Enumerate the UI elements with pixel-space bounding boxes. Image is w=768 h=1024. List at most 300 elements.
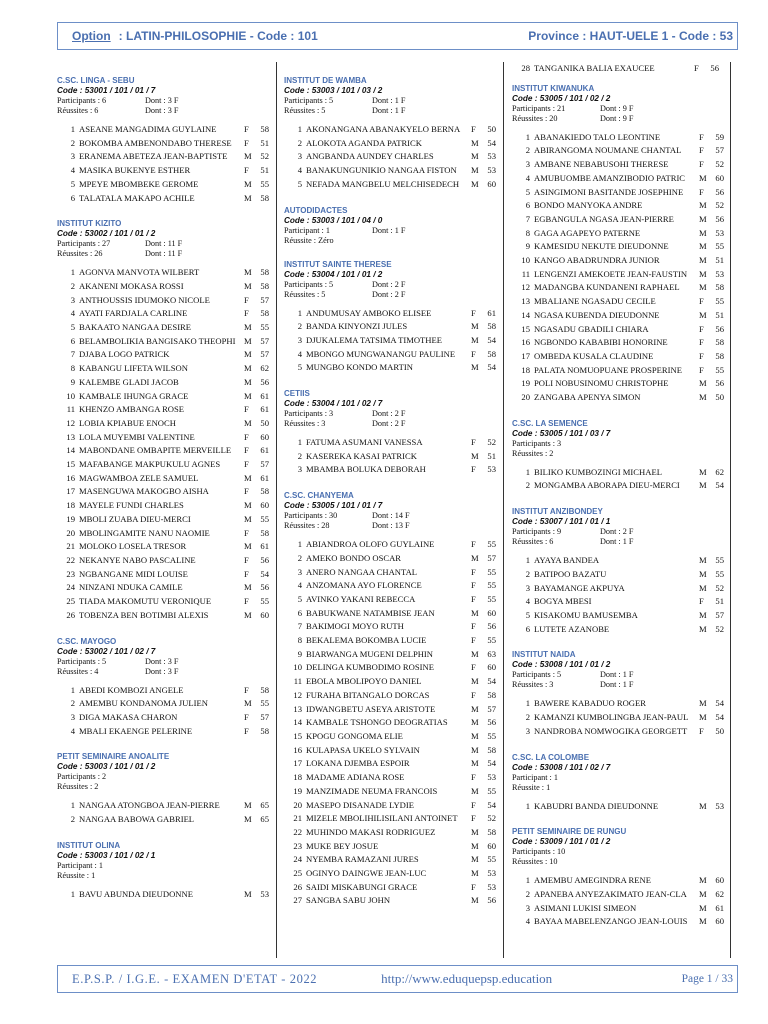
student-name: ALOKOTA AGANDA PATRICK	[306, 137, 422, 148]
student-row	[512, 144, 724, 158]
student-sex: F	[699, 159, 704, 170]
student-row	[512, 364, 724, 378]
school-code: Code : 53003 / 101 / 03 / 2	[284, 86, 383, 95]
student-name: NANDROBA NOMWOGIKA GEORGETT	[534, 725, 688, 736]
student-row	[512, 466, 724, 480]
student-score: 57	[260, 349, 269, 360]
student-number: 13	[66, 431, 75, 442]
student-number: 4	[70, 308, 75, 319]
student-name: PALATA NOMUOPUANE PROSPERINE	[534, 364, 682, 375]
student-name: NEFADA MANGBELU MELCHISEDECH	[306, 178, 460, 189]
student-number: 1	[297, 307, 302, 318]
student-row	[284, 730, 497, 744]
participants-count: Participants : 3	[284, 409, 334, 419]
student-name: KAMANZI KUMBOLINGBA JEAN-PAUL	[534, 712, 689, 723]
student-sex: F	[244, 294, 249, 305]
student-score: 53	[487, 464, 496, 475]
successes-line	[512, 857, 724, 867]
successes-count: Réussites : 26	[57, 249, 103, 259]
student-name: BAYAA MABELENZANGO JEAN-LOUIS	[534, 916, 688, 927]
successes-line	[284, 106, 497, 116]
school-block	[57, 76, 267, 205]
student-score: 53	[487, 165, 496, 176]
successes-line	[284, 419, 497, 429]
student-sex: M	[471, 321, 479, 332]
student-name: MPEYE MBOMBEKE GEROME	[79, 178, 199, 189]
student-name: MBALIANE NGASADU CECILE	[534, 296, 656, 307]
participants-female: Dont : 3 F	[145, 656, 179, 666]
student-score: 55	[715, 568, 724, 579]
school-block	[512, 507, 724, 636]
student-sex: M	[244, 322, 252, 333]
student-name: ABANAKIEDO TALO LEONTINE	[534, 131, 661, 142]
participants-count: Participants : 10	[512, 847, 566, 857]
student-name: TALATALA MAKAPO ACHILE	[79, 192, 195, 203]
student-sex: M	[471, 703, 479, 714]
student-sex: F	[699, 725, 704, 736]
student-sex: F	[471, 635, 476, 646]
school-code: Code : 53003 / 101 / 04 / 0	[284, 215, 383, 225]
participants-count: Participants : 5	[284, 279, 334, 289]
student-number: 1	[525, 875, 530, 886]
student-list	[57, 123, 267, 205]
participants-count: Participants : 3	[512, 438, 562, 448]
successes-female: Dont : 3 F	[145, 666, 179, 676]
student-name: MONGAMBA ABORAPA DIEU-MERCI	[534, 480, 680, 491]
student-sex: F	[699, 296, 704, 307]
student-name: ABIRANGOMA NOUMANE CHANTAL	[534, 145, 682, 156]
student-score: 57	[260, 711, 269, 722]
student-score: 57	[487, 552, 496, 563]
student-number: 2	[297, 321, 302, 332]
student-row	[284, 826, 497, 840]
student-number: 9	[297, 648, 302, 659]
student-number: 1	[525, 466, 530, 477]
student-score: 61	[260, 404, 269, 415]
successes-count: Réussite : Zéro	[284, 235, 334, 245]
student-number: 1	[297, 124, 302, 134]
student-name: NEKANYE NABO PASCALINE	[79, 554, 196, 565]
student-name: BOKOMBA AMBENONDABO THERESE	[79, 137, 232, 148]
student-name: SANGBA SABU JOHN	[306, 895, 391, 906]
student-sex: F	[699, 323, 704, 334]
student-row	[512, 568, 724, 582]
student-number: 5	[525, 609, 530, 620]
footer-url-link[interactable]: http://www.eduquepsp.education	[381, 971, 553, 986]
student-score: 53	[487, 881, 496, 892]
student-row	[284, 661, 497, 675]
school-name: C.SC. LA SEMENCE	[512, 418, 588, 428]
student-row	[57, 513, 267, 527]
school-block	[284, 76, 497, 192]
student-number: 21	[293, 813, 302, 824]
student-score: 61	[260, 445, 269, 456]
student-sex: M	[699, 200, 707, 211]
student-sex: M	[471, 137, 479, 148]
student-row	[57, 362, 267, 376]
student-score: 61	[487, 307, 496, 318]
student-sex: F	[244, 554, 249, 565]
school-code: Code : 53008 / 101 / 01 / 2	[512, 660, 611, 670]
successes-line	[512, 449, 724, 459]
student-number: 17	[293, 758, 302, 769]
student-score: 55	[715, 296, 724, 307]
student-row	[512, 902, 724, 916]
successes-count: Réussites : 6	[512, 537, 554, 547]
student-number: 4	[297, 580, 302, 591]
student-row	[57, 684, 267, 698]
school-name: INSTITUT ANZIBONDEY	[512, 507, 603, 517]
participants-female: Dont : 11 F	[145, 239, 183, 249]
student-sex: M	[471, 676, 479, 687]
school-name: C.SC. LINGA - SEBU	[57, 76, 135, 85]
student-sex: M	[244, 698, 252, 709]
student-score: 60	[260, 609, 269, 620]
student-score: 55	[487, 593, 496, 604]
student-sex: M	[244, 541, 252, 552]
successes-line	[512, 537, 724, 547]
student-row	[284, 799, 497, 813]
student-sex: M	[699, 568, 707, 579]
student-name: ANERO NANGAA CHANTAL	[306, 566, 418, 577]
student-sex: M	[699, 466, 707, 477]
successes-female: Dont : 2 F	[372, 289, 406, 299]
student-number: 1	[70, 124, 75, 134]
student-number: 9	[525, 241, 530, 252]
student-row	[512, 199, 724, 213]
student-sex: M	[471, 744, 479, 755]
student-sex: M	[471, 648, 479, 659]
student-row	[512, 915, 724, 929]
student-score: 57	[715, 145, 724, 156]
student-name: AYAYA BANDEA	[534, 555, 600, 566]
student-name: ASEANE MANGADIMA GUYLAINE	[79, 124, 217, 134]
student-name: AVINKO YAKANI REBECCA	[306, 593, 416, 604]
student-number: 28	[521, 63, 530, 73]
student-sex: F	[244, 404, 249, 415]
student-row	[284, 689, 497, 703]
successes-line	[57, 871, 267, 881]
student-row	[512, 623, 724, 637]
student-score: 58	[260, 684, 269, 695]
student-row	[284, 634, 497, 648]
student-score: 56	[715, 186, 724, 197]
student-row	[284, 648, 497, 662]
successes-female: Dont : 2 F	[372, 419, 406, 429]
student-row	[57, 321, 267, 335]
student-score: 54	[487, 334, 496, 345]
student-number: 7	[70, 349, 75, 360]
student-score: 56	[487, 717, 496, 728]
student-name: MASEPO DISANADE LYDIE	[306, 799, 414, 810]
student-row	[57, 813, 267, 827]
student-name: BILIKO KUMBOZINGI MICHAEL	[534, 466, 662, 477]
student-sex: M	[244, 472, 252, 483]
student-name: ANDUMUSAY AMBOKO ELISEE	[306, 307, 432, 318]
student-score: 60	[260, 500, 269, 511]
student-name: MASIKA BUKENYE ESTHER	[79, 165, 191, 176]
student-sex: M	[699, 609, 707, 620]
school-name: INSTITUT NAIDA	[512, 650, 576, 660]
student-row	[512, 309, 724, 323]
student-sex: F	[699, 596, 704, 607]
student-row	[284, 538, 497, 552]
student-score: 57	[487, 703, 496, 714]
student-name: DELINGA KUMBODIMO ROSINE	[306, 662, 434, 673]
student-name: LOBIA KPIABUE ENOCH	[79, 417, 176, 428]
student-sex: F	[244, 596, 249, 607]
student-row	[284, 450, 497, 464]
student-name: LUTETE AZANOBE	[534, 623, 610, 634]
student-score: 54	[715, 698, 724, 709]
student-row	[284, 744, 497, 758]
student-score: 54	[487, 362, 496, 373]
student-sex: F	[471, 580, 476, 591]
student-number: 16	[521, 337, 530, 348]
student-name: IDWANGBETU ASEYA ARISTOTE	[306, 703, 436, 714]
student-number: 3	[525, 582, 530, 593]
school-block	[57, 219, 267, 622]
student-name: FURAHA BITANGALO DORCAS	[306, 689, 430, 700]
student-score: 54	[715, 712, 724, 723]
student-score: 58	[260, 486, 269, 497]
student-name: MUNGBO KONDO MARTIN	[306, 362, 413, 373]
student-number: 5	[70, 322, 75, 333]
student-row	[284, 867, 497, 881]
student-number: 19	[66, 513, 75, 524]
student-score: 51	[715, 309, 724, 320]
successes-female: Dont : 3 F	[145, 106, 179, 115]
student-list	[284, 123, 497, 192]
student-score: 54	[260, 568, 269, 579]
student-sex: M	[471, 450, 479, 461]
school-code: Code : 53004 / 101 / 01 / 2	[284, 269, 383, 279]
student-name: AKANENI MOKASA ROSSI	[79, 280, 184, 291]
student-name: DJUKALEMA TATSIMA TIMOTHEE	[306, 334, 443, 345]
student-row	[512, 227, 724, 241]
student-number: 4	[70, 725, 75, 736]
student-list	[512, 466, 724, 493]
student-score: 61	[260, 472, 269, 483]
student-row	[57, 725, 267, 739]
student-number: 4	[297, 165, 302, 176]
successes-count: Réussites : 20	[512, 113, 558, 123]
student-score: 60	[715, 172, 724, 183]
student-sex: F	[244, 568, 249, 579]
student-row	[57, 178, 267, 192]
student-number: 27	[293, 895, 302, 906]
page-header	[57, 22, 738, 50]
student-row	[57, 609, 267, 623]
student-name: KULAPASA UKELO SYLVAIN	[306, 744, 420, 755]
school-block	[284, 206, 497, 246]
school-block	[512, 650, 724, 738]
student-number: 13	[521, 296, 530, 307]
student-name: KAMBALE IHUNGA GRACE	[79, 390, 189, 401]
student-name: BATIPOO BAZATU	[534, 568, 607, 579]
student-score: 58	[487, 348, 496, 359]
student-sex: M	[244, 349, 252, 360]
student-number: 1	[525, 555, 530, 566]
student-row	[284, 703, 497, 717]
student-number: 11	[293, 676, 302, 687]
student-number: 3	[525, 725, 530, 736]
school-code: Code : 53004 / 101 / 02 / 7	[284, 399, 383, 409]
student-sex: M	[244, 280, 252, 291]
student-score: 56	[715, 323, 724, 334]
student-number: 6	[297, 607, 302, 618]
student-score: 51	[260, 165, 269, 176]
student-number: 18	[293, 772, 302, 783]
student-number: 19	[293, 785, 302, 796]
student-number: 8	[70, 363, 75, 374]
student-name: BAKAATO NANGAA DESIRE	[79, 322, 192, 333]
student-score: 50	[260, 417, 269, 428]
continued-list	[512, 62, 724, 76]
student-sex: F	[244, 527, 249, 538]
student-score: 58	[487, 826, 496, 837]
student-sex: F	[699, 337, 704, 348]
student-sex: F	[244, 124, 249, 134]
student-score: 55	[487, 854, 496, 865]
student-name: MBALI EKAENGE PELERINE	[79, 725, 193, 736]
student-number: 8	[525, 227, 530, 238]
school-code: Code : 53008 / 101 / 02 / 7	[512, 762, 611, 772]
student-row	[284, 579, 497, 593]
student-score: 56	[487, 621, 496, 632]
participants-count: Participants : 5	[57, 656, 107, 666]
student-row	[284, 812, 497, 826]
student-sex: M	[244, 814, 252, 825]
student-number: 6	[525, 200, 530, 211]
participants-line	[57, 657, 267, 667]
student-number: 1	[297, 539, 302, 550]
student-sex: M	[471, 552, 479, 563]
student-number: 21	[66, 541, 75, 552]
student-row	[57, 192, 267, 206]
student-sex: F	[244, 684, 249, 695]
student-score: 53	[715, 800, 724, 811]
student-score: 58	[260, 192, 269, 203]
student-number: 23	[66, 568, 75, 579]
student-row	[512, 711, 724, 725]
participants-female: Dont : 1 F	[372, 96, 406, 105]
student-row	[57, 540, 267, 554]
student-number: 5	[70, 178, 75, 189]
student-name: BIARWANGA MUGENI DELPHIN	[306, 648, 433, 659]
student-sex: F	[244, 431, 249, 442]
student-name: AGONVA MANVOTA WILBERT	[79, 267, 200, 278]
student-number: 3	[297, 566, 302, 577]
student-row	[284, 137, 497, 151]
successes-count: Réussites : 5	[284, 106, 326, 115]
student-sex: M	[699, 378, 707, 389]
student-row	[57, 348, 267, 362]
student-number: 3	[70, 711, 75, 722]
student-row	[512, 554, 724, 568]
participants-line	[284, 96, 497, 106]
student-sex: F	[244, 711, 249, 722]
student-sex: F	[471, 689, 476, 700]
student-name: ABEDI KOMBOZI ANGELE	[79, 684, 184, 695]
student-row	[284, 320, 497, 334]
student-score: 60	[487, 840, 496, 851]
successes-count: Réussites : 3	[284, 419, 326, 429]
student-sex: F	[471, 662, 476, 673]
student-number: 6	[70, 335, 75, 346]
student-list	[284, 436, 497, 477]
student-number: 3	[297, 464, 302, 475]
student-score: 51	[715, 596, 724, 607]
student-name: LENGENZI AMEKOETE JEAN-FAUSTIN	[534, 268, 688, 279]
student-number: 4	[70, 165, 75, 176]
student-row	[57, 280, 267, 294]
student-sex: F	[244, 165, 249, 176]
student-list	[57, 266, 267, 622]
student-score: 58	[715, 350, 724, 361]
student-score: 55	[487, 730, 496, 741]
student-row	[512, 697, 724, 711]
student-score: 58	[260, 308, 269, 319]
participants-line	[284, 409, 497, 419]
student-row	[284, 150, 497, 164]
student-score: 52	[260, 151, 269, 162]
student-name: AMEMBU AMEGINDRA RENE	[534, 875, 651, 886]
school-name: AUTODIDACTES	[284, 205, 348, 215]
province-label: Province : HAUT-UELE 1 - Code : 53	[528, 29, 733, 43]
student-sex: F	[244, 725, 249, 736]
student-sex: M	[244, 417, 252, 428]
student-sex: M	[471, 895, 479, 906]
student-sex: F	[699, 131, 704, 142]
student-row	[57, 499, 267, 513]
school-block	[512, 419, 724, 493]
student-sex: M	[244, 513, 252, 524]
student-sex: M	[244, 888, 252, 899]
successes-line	[284, 521, 497, 531]
student-number: 1	[525, 131, 530, 142]
student-score: 55	[715, 364, 724, 375]
student-name: ABIANDROA OLOFO GUYLAINE	[306, 539, 435, 550]
student-name: AKONANGANA ABANAKYELO BERNA	[306, 124, 461, 134]
student-name: NGBANGANE MIDI LOUISE	[79, 568, 188, 579]
student-name: BANAKUNGUNIKIO NANGAA FISTON	[306, 165, 457, 176]
successes-count: Réussites : 2	[57, 782, 99, 792]
student-sex: M	[244, 500, 252, 511]
student-row	[512, 131, 724, 145]
student-number: 25	[66, 596, 75, 607]
student-sex: M	[699, 623, 707, 634]
student-row	[284, 566, 497, 580]
student-row	[512, 582, 724, 596]
student-sex: M	[471, 758, 479, 769]
student-name: ERANEMA ABETEZA JEAN-BAPTISTE	[79, 151, 228, 162]
student-row	[57, 554, 267, 568]
student-sex: F	[471, 437, 476, 448]
student-name: DIGA MAKASA CHARON	[79, 711, 178, 722]
student-row	[57, 431, 267, 445]
participants-female: Dont : 3 F	[145, 96, 179, 105]
successes-count: Réussites : 3	[512, 680, 554, 690]
student-name: MBOLINGAMITE NANU NAOMIE	[79, 527, 210, 538]
results-column-1	[57, 60, 267, 955]
student-number: 13	[293, 703, 302, 714]
student-number: 3	[70, 151, 75, 162]
student-sex: M	[699, 888, 707, 899]
student-name: NGBONDO KABABIBI HONORINE	[534, 337, 668, 348]
student-score: 60	[487, 662, 496, 673]
student-number: 2	[525, 480, 530, 491]
